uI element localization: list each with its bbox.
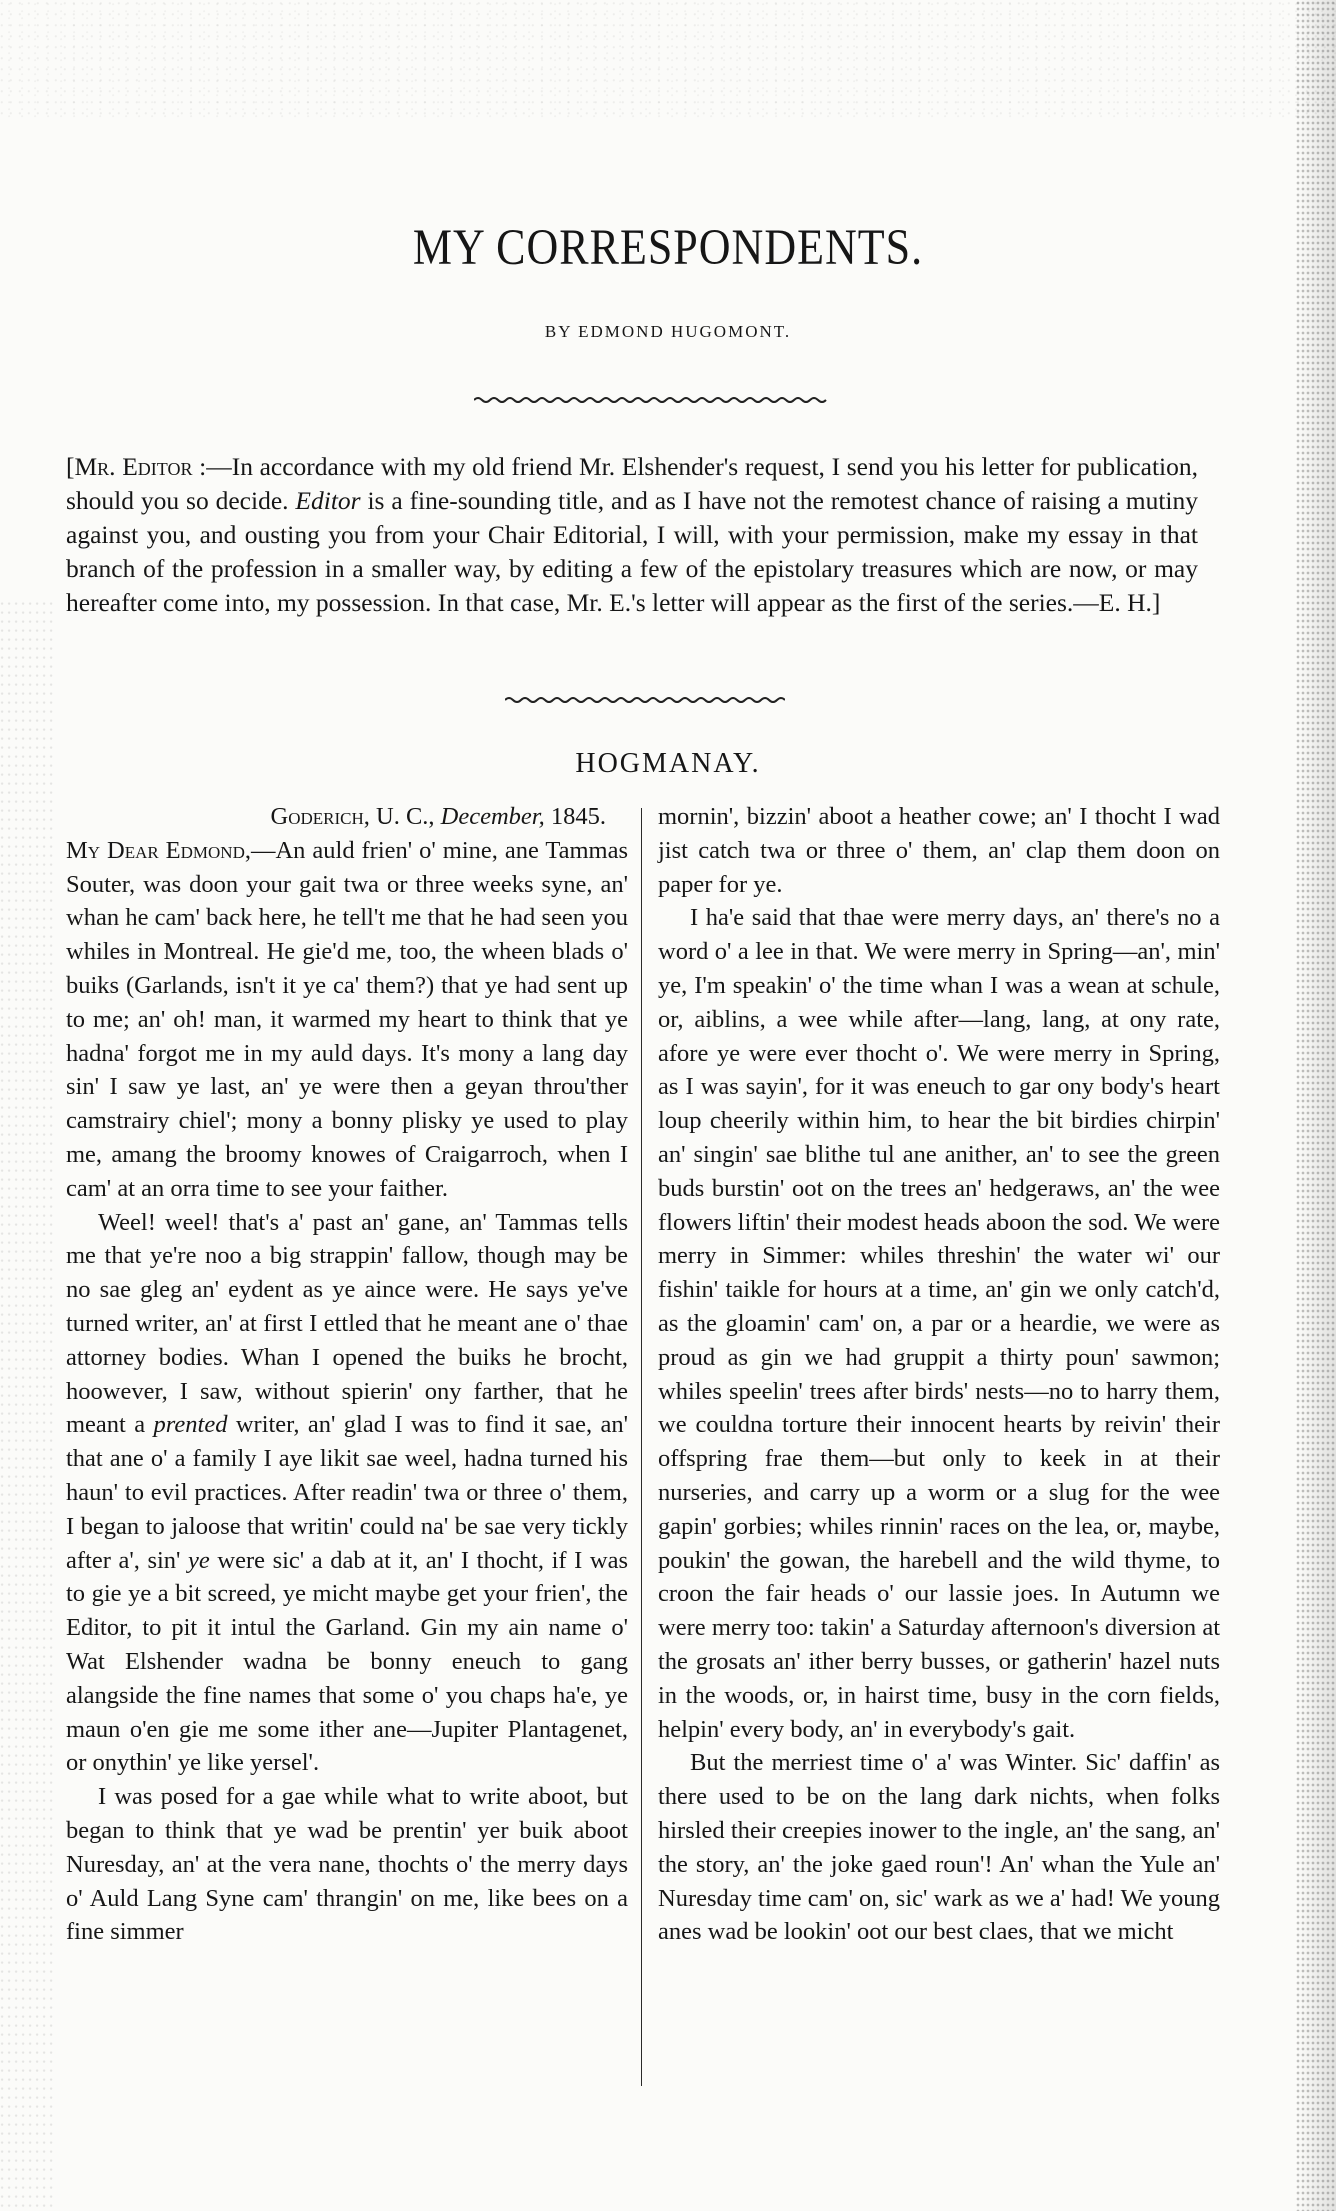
letter-paragraph-2-italic-ye: ye xyxy=(188,1546,210,1574)
letter-paragraph-5: But the merriest time o' a' was Winter. Sic' daffin' as there used to be on the lang dark nichts, when folks hirsled their creepies inower to the ingle, an' the sang, an' the story, an' the joke gaed roun'! An' whan the Yule an' Nuresday time cam' on, sic' wark as we a' had! We young anes wad be lookin' oot our best claes, that we micht xyxy=(658,1749,1220,1946)
ornamental-rule-middle xyxy=(505,696,785,704)
dateline-year: 1845. xyxy=(544,803,606,830)
editor-note-text-1: :—In accordance with my old friend Mr. Elshender's request, I send you his letter for publication, should you so decide. xyxy=(66,452,1198,515)
column-right xyxy=(658,800,1220,1949)
letter-paragraph-2-text-b: writer, an' glad I was to find it sae, an' that ane o' a family I aye likit sae weel, hadna turned his haun' to evil practices. After readin' twa or three o' them, I began to jaloose that writin' could na' be sae very tickly after a', sin' xyxy=(66,1411,628,1574)
letter-paragraph-2-italic-prented: prented xyxy=(153,1411,228,1439)
letter-paragraph-2-text-c: were sic' a dab at it, an' I thocht, if I was to gie ye a bit screed, ye micht maybe get your frien', the Editor, to pit it intul the Garland. Gin my ain name o' Wat Elshender wadna be bonny eneuch to gang alangside the fine names that some o' you chaps ha'e, ye maun o'en gie me some ither ane—Jupiter Plantagenet, or onythin' ye like yersel'. xyxy=(66,1546,628,1777)
editor-note-italic-editor: Editor xyxy=(295,486,361,515)
letter-paragraph-3: I was posed for a gae while what to write aboot, but began to think that ye wad be prentin' yer buik aboot Nuresday, an' at the vera nane, thochts o' the merry days o' Auld Lang Syne cam' thrangin' on me, like bees on a fine simmer xyxy=(66,1783,628,1946)
article-byline: BY EDMOND HUGOMONT. xyxy=(544,322,792,341)
column-divider xyxy=(641,808,642,2086)
dateline-date: December, xyxy=(440,803,545,830)
column-left xyxy=(66,800,628,1949)
letter-paragraph-3-continued: mornin', bizzin' aboot a heather cowe; an' I thocht I wad jist catch twa or three o' them, an' clap them doon on paper for ye. xyxy=(658,803,1220,898)
letter-greeting: My Dear Edmond, xyxy=(66,836,251,864)
scan-noise-left xyxy=(0,600,55,2211)
letter-paragraph-1-text: —An auld frien' o' mine, ane Tammas Souter, was doon your gait twa or three weeks syne, an' whan he cam' back here, he tell't me that he had seen you whiles in Montreal. He gie'd me, too, the wheen blads o' buiks (Garlands, isn't it ye ca' them?) that ye had sent up to me; an' oh! man, it warmed my heart to think that ye hadna' forgot me in my auld days. It's mony a lang day sin' I saw ye last, an' ye were then a geyan throu'ther camstrairy chiel'; mony a bonny plisky ye used to play me, amang the broomy knowes of Craigarroch, when I cam' at an orra time to see your faither. xyxy=(66,836,628,1202)
editor-note-text-2: is a fine-sounding title, and as I have not the remotest chance of raising a mutiny against you, and ousting you from your Chair Editorial, I will, with your permission, make my essay in that branch of the profession in a smaller way, by editing a few of the epistolary treasures which are now, or may hereafter come into, my possession. In that case, Mr. E.'s letter will appear as the first of the series.—E. H.] xyxy=(66,486,1198,617)
section-title: HOGMANAY. xyxy=(575,748,761,779)
ornamental-rule-top xyxy=(474,396,828,404)
editor-note xyxy=(66,450,1198,620)
letter-paragraph-2 xyxy=(66,1206,628,1781)
letter-paragraph-2-text-a: Weel! weel! that's a' past an' gane, an' Tammas tells me that ye're noo a big strappin' fallow, though may be no sae gleg an' eydent as ye aince were. He says ye've turned writer, an' at first I ettled that he meant ane o' thae attorney bodies. Whan I opened the buiks he brocht, hoowever, I saw, without spierin' ony farther, that he meant a xyxy=(66,1208,628,1439)
dateline xyxy=(66,800,628,834)
article-title: MY CORRESPONDENTS. xyxy=(412,219,924,276)
dateline-place: Goderich, U. C., xyxy=(270,803,441,830)
editor-note-salutation: [Mr. Editor xyxy=(66,452,193,481)
letter-paragraph-4: I ha'e said that thae were merry days, an' there's no a word o' a lee in that. We were merry in Spring—an', min' ye, I'm speakin' o' the time whan I was a wean at schule, or, aiblins, a wee while after—lang, lang, at ony rate, afore ye were ever thocht o'. We were merry in Spring, as I was sayin', for it was eneuch to gar ony body's heart loup cheerily within him, to hear the bit birdies chirpin' an' singin' sae blithe tul ane anither, an' to see the green buds burstin' oot on the trees an' hedgeraws, an' the wee flowers liftin' their modest heads aboon the sod. We were merry in Simmer: whiles threshin' the water wi' our fishin' taikle for hours at a time, an' gin we only catch'd, as the gloamin' cam' on, a par or a heardie, we were as proud as gin we had gruppit a thirty poun' sawmon; whiles speelin' trees after birds' nests—no to harry them, we couldna torture their innocent hearts by reivin' their offspring frae them—but only to keek in at their nurseries, and carry up a worm or a slug for the wee gapin' gorbies; whiles rinnin' races on the lea, or, maybe, poukin' the gowan, the harebell and the wild thyme, to croon the fair heads o' our lassie joes. In Autumn we were merry too: takin' a Saturday afternoon's diversion at the grosats an' ither berry busses, or gatherin' hazel nuts in the woods, or, in hairst time, busy in the corn fields, helpin' every body, an' in everybody's gait. xyxy=(658,904,1220,1743)
letter-paragraph-1 xyxy=(66,834,628,1206)
scan-noise-top xyxy=(0,0,1336,120)
